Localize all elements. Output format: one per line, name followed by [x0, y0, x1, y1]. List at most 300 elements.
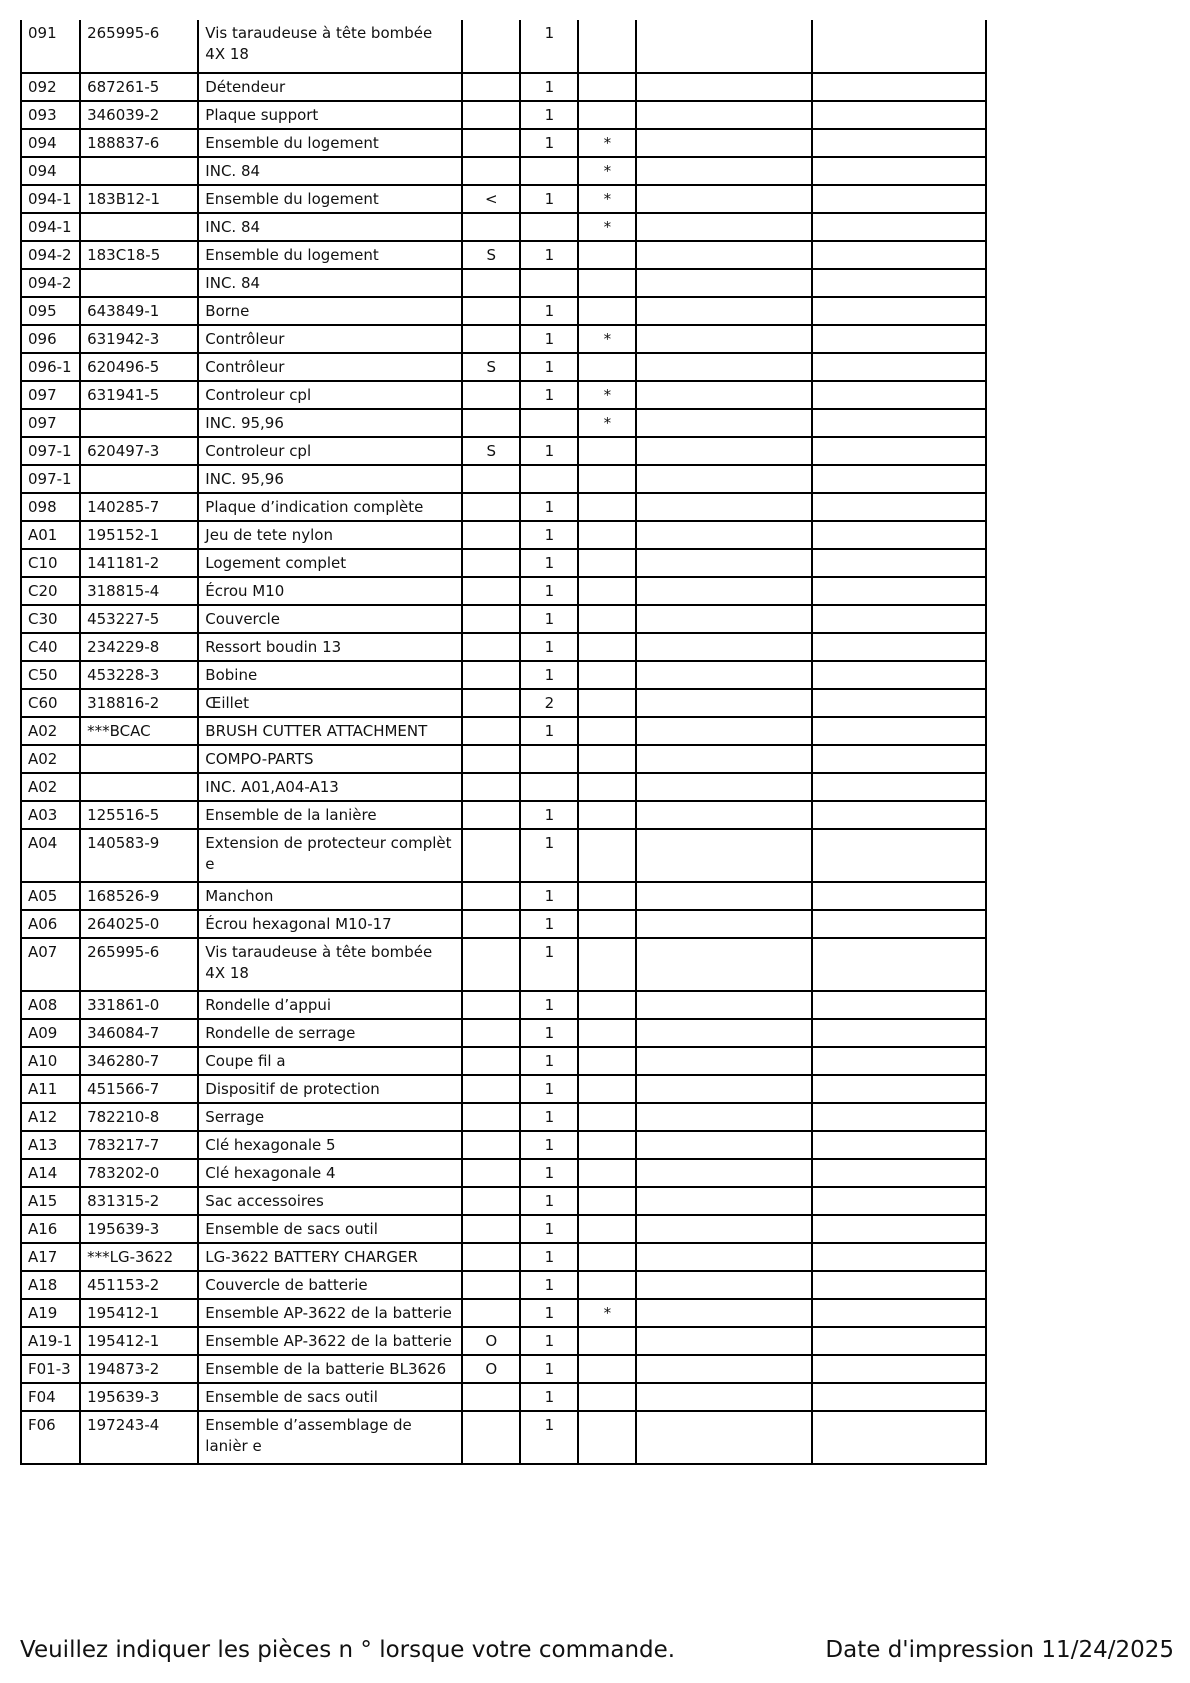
cell-quantity: 1	[520, 1271, 578, 1299]
cell-note: O	[462, 1355, 520, 1383]
cell-ref-number: 094	[21, 129, 80, 157]
cell-ref-number: 097	[21, 381, 80, 409]
cell-empty	[812, 353, 986, 381]
cell-note: O	[462, 1327, 520, 1355]
cell-empty	[812, 1075, 986, 1103]
cell-ref-number: 096	[21, 325, 80, 353]
cell-description: Contrôleur	[198, 325, 462, 353]
table-row	[21, 325, 986, 353]
cell-description: Logement complet	[198, 549, 462, 577]
cell-note	[462, 661, 520, 689]
cell-marker: *	[578, 213, 636, 241]
cell-marker	[578, 661, 636, 689]
cell-part-number: 125516-5	[80, 801, 198, 829]
parts-table	[20, 20, 987, 1465]
cell-marker	[578, 493, 636, 521]
cell-note	[462, 882, 520, 910]
cell-empty	[812, 269, 986, 297]
cell-description: Ressort boudin 13	[198, 633, 462, 661]
cell-ref-number: C60	[21, 689, 80, 717]
cell-empty	[812, 1299, 986, 1327]
cell-empty	[812, 1327, 986, 1355]
table-row	[21, 1215, 986, 1243]
cell-quantity: 1	[520, 801, 578, 829]
table-row	[21, 717, 986, 745]
cell-marker	[578, 938, 636, 991]
cell-part-number	[80, 213, 198, 241]
cell-quantity: 1	[520, 493, 578, 521]
cell-marker	[578, 465, 636, 493]
cell-part-number: 346084-7	[80, 1019, 198, 1047]
cell-ref-number: A19	[21, 1299, 80, 1327]
cell-empty	[636, 717, 811, 745]
cell-marker	[578, 437, 636, 465]
cell-quantity: 1	[520, 1355, 578, 1383]
cell-empty	[812, 689, 986, 717]
table-row	[21, 73, 986, 101]
cell-description: INC. 95,96	[198, 409, 462, 437]
cell-marker: *	[578, 409, 636, 437]
cell-quantity: 1	[520, 1215, 578, 1243]
cell-part-number: 643849-1	[80, 297, 198, 325]
cell-marker	[578, 1047, 636, 1075]
cell-marker	[578, 577, 636, 605]
cell-note	[462, 465, 520, 493]
cell-empty	[812, 1411, 986, 1464]
cell-part-number	[80, 773, 198, 801]
table-row	[21, 381, 986, 409]
cell-part-number: 453228-3	[80, 661, 198, 689]
cell-empty	[812, 549, 986, 577]
cell-ref-number: 098	[21, 493, 80, 521]
cell-note	[462, 73, 520, 101]
cell-ref-number: C40	[21, 633, 80, 661]
cell-empty	[636, 1103, 811, 1131]
cell-description: Clé hexagonale 5	[198, 1131, 462, 1159]
cell-part-number: 168526-9	[80, 882, 198, 910]
cell-empty	[636, 633, 811, 661]
cell-description: Manchon	[198, 882, 462, 910]
cell-empty	[812, 521, 986, 549]
cell-empty	[812, 661, 986, 689]
cell-note	[462, 1299, 520, 1327]
cell-empty	[636, 773, 811, 801]
cell-note	[462, 269, 520, 297]
cell-marker	[578, 605, 636, 633]
cell-empty	[636, 801, 811, 829]
cell-note	[462, 1159, 520, 1187]
cell-empty	[636, 129, 811, 157]
cell-empty	[812, 577, 986, 605]
cell-quantity: 1	[520, 20, 578, 73]
cell-marker	[578, 73, 636, 101]
cell-ref-number: A19-1	[21, 1327, 80, 1355]
cell-note	[462, 325, 520, 353]
cell-description: Écrou hexagonal M10-17	[198, 910, 462, 938]
cell-part-number	[80, 157, 198, 185]
cell-marker: *	[578, 381, 636, 409]
cell-marker	[578, 991, 636, 1019]
footer-order-note: Veuillez indiquer les pièces n ° lorsque votre commande.	[20, 1637, 676, 1663]
cell-description: INC. 95,96	[198, 465, 462, 493]
cell-empty	[812, 1131, 986, 1159]
cell-description: INC. 84	[198, 157, 462, 185]
cell-empty	[812, 101, 986, 129]
cell-empty	[636, 409, 811, 437]
cell-empty	[812, 1103, 986, 1131]
cell-part-number	[80, 465, 198, 493]
cell-empty	[812, 185, 986, 213]
cell-part-number: 687261-5	[80, 73, 198, 101]
cell-empty	[636, 1047, 811, 1075]
cell-empty	[812, 801, 986, 829]
cell-ref-number: 097	[21, 409, 80, 437]
cell-quantity: 1	[520, 910, 578, 938]
table-row	[21, 521, 986, 549]
cell-marker	[578, 1243, 636, 1271]
cell-empty	[812, 213, 986, 241]
cell-empty	[636, 1299, 811, 1327]
cell-part-number	[80, 409, 198, 437]
cell-description: Plaque support	[198, 101, 462, 129]
cell-description: INC. A01,A04-A13	[198, 773, 462, 801]
cell-note	[462, 910, 520, 938]
cell-empty	[812, 773, 986, 801]
cell-note	[462, 605, 520, 633]
cell-marker: *	[578, 157, 636, 185]
cell-marker: *	[578, 1299, 636, 1327]
cell-marker	[578, 1355, 636, 1383]
cell-empty	[636, 549, 811, 577]
cell-part-number: 195152-1	[80, 521, 198, 549]
cell-note: S	[462, 353, 520, 381]
cell-quantity: 1	[520, 73, 578, 101]
cell-description: Ensemble du logement	[198, 185, 462, 213]
cell-quantity: 1	[520, 185, 578, 213]
cell-part-number: 453227-5	[80, 605, 198, 633]
cell-description: Œillet	[198, 689, 462, 717]
cell-note	[462, 745, 520, 773]
cell-empty	[636, 185, 811, 213]
table-row	[21, 882, 986, 910]
cell-empty	[812, 437, 986, 465]
cell-ref-number: A02	[21, 773, 80, 801]
cell-marker	[578, 829, 636, 882]
cell-marker	[578, 1103, 636, 1131]
cell-quantity: 1	[520, 325, 578, 353]
cell-marker	[578, 882, 636, 910]
cell-ref-number: A16	[21, 1215, 80, 1243]
cell-marker	[578, 20, 636, 73]
cell-marker	[578, 101, 636, 129]
cell-empty	[636, 521, 811, 549]
cell-marker	[578, 801, 636, 829]
cell-marker	[578, 241, 636, 269]
cell-part-number: 451153-2	[80, 1271, 198, 1299]
cell-note	[462, 1103, 520, 1131]
cell-note: S	[462, 241, 520, 269]
cell-empty	[636, 882, 811, 910]
cell-empty	[636, 269, 811, 297]
cell-note	[462, 717, 520, 745]
cell-quantity: 1	[520, 297, 578, 325]
cell-part-number: 188837-6	[80, 129, 198, 157]
cell-empty	[636, 381, 811, 409]
cell-empty	[812, 73, 986, 101]
table-row	[21, 493, 986, 521]
parts-table-body	[21, 20, 986, 1464]
cell-description: Dispositif de protection	[198, 1075, 462, 1103]
cell-note	[462, 129, 520, 157]
cell-part-number: 141181-2	[80, 549, 198, 577]
cell-ref-number: 097-1	[21, 465, 80, 493]
table-row	[21, 101, 986, 129]
cell-note	[462, 297, 520, 325]
table-row	[21, 241, 986, 269]
cell-ref-number: A10	[21, 1047, 80, 1075]
cell-description: Vis taraudeuse à tête bombée 4X 18	[198, 938, 462, 991]
cell-empty	[636, 829, 811, 882]
cell-description: Vis taraudeuse à tête bombée 4X 18	[198, 20, 462, 73]
cell-ref-number: F04	[21, 1383, 80, 1411]
cell-quantity: 1	[520, 1327, 578, 1355]
cell-part-number	[80, 745, 198, 773]
cell-empty	[636, 1271, 811, 1299]
table-row	[21, 938, 986, 991]
cell-note	[462, 829, 520, 882]
cell-quantity: 1	[520, 521, 578, 549]
cell-ref-number: A07	[21, 938, 80, 991]
cell-marker	[578, 1075, 636, 1103]
cell-part-number: 195412-1	[80, 1299, 198, 1327]
table-row	[21, 1383, 986, 1411]
cell-description: Rondelle d’appui	[198, 991, 462, 1019]
cell-empty	[636, 493, 811, 521]
cell-part-number: 620497-3	[80, 437, 198, 465]
cell-part-number: 346039-2	[80, 101, 198, 129]
cell-part-number: 631942-3	[80, 325, 198, 353]
cell-description: Rondelle de serrage	[198, 1019, 462, 1047]
cell-empty	[812, 1159, 986, 1187]
cell-quantity: 1	[520, 1019, 578, 1047]
table-row	[21, 1243, 986, 1271]
cell-part-number: 831315-2	[80, 1187, 198, 1215]
cell-quantity	[520, 409, 578, 437]
cell-empty	[812, 829, 986, 882]
cell-description: Ensemble de la lanière	[198, 801, 462, 829]
cell-description: Controleur cpl	[198, 437, 462, 465]
table-row	[21, 129, 986, 157]
cell-marker	[578, 689, 636, 717]
table-row	[21, 549, 986, 577]
cell-empty	[636, 213, 811, 241]
cell-empty	[812, 493, 986, 521]
cell-note	[462, 633, 520, 661]
table-row	[21, 185, 986, 213]
cell-note	[462, 549, 520, 577]
cell-ref-number: A13	[21, 1131, 80, 1159]
cell-marker: *	[578, 185, 636, 213]
cell-empty	[636, 605, 811, 633]
cell-quantity: 1	[520, 1075, 578, 1103]
cell-empty	[636, 577, 811, 605]
cell-ref-number: F06	[21, 1411, 80, 1464]
cell-empty	[812, 1047, 986, 1075]
cell-ref-number: A01	[21, 521, 80, 549]
cell-part-number: 318816-2	[80, 689, 198, 717]
cell-description: Ensemble d’assemblage de lanièr e	[198, 1411, 462, 1464]
cell-ref-number: 094-1	[21, 185, 80, 213]
cell-note	[462, 773, 520, 801]
cell-empty	[812, 20, 986, 73]
cell-ref-number: C10	[21, 549, 80, 577]
cell-note	[462, 689, 520, 717]
cell-empty	[812, 409, 986, 437]
cell-part-number: 265995-6	[80, 20, 198, 73]
cell-empty	[636, 465, 811, 493]
cell-empty	[812, 938, 986, 991]
cell-quantity: 1	[520, 1187, 578, 1215]
table-row	[21, 213, 986, 241]
cell-ref-number: 091	[21, 20, 80, 73]
cell-description: Clé hexagonale 4	[198, 1159, 462, 1187]
cell-description: Ensemble AP-3622 de la batterie	[198, 1327, 462, 1355]
cell-part-number: 331861-0	[80, 991, 198, 1019]
cell-note	[462, 157, 520, 185]
cell-part-number: 451566-7	[80, 1075, 198, 1103]
cell-empty	[636, 661, 811, 689]
table-row	[21, 20, 986, 73]
table-row	[21, 1299, 986, 1327]
cell-quantity	[520, 745, 578, 773]
cell-empty	[812, 1383, 986, 1411]
cell-empty	[636, 745, 811, 773]
cell-ref-number: C20	[21, 577, 80, 605]
cell-ref-number: A02	[21, 745, 80, 773]
footer-print-date: Date d'impression 11/24/2025	[825, 1637, 1174, 1663]
cell-part-number: 783202-0	[80, 1159, 198, 1187]
cell-part-number: 195639-3	[80, 1215, 198, 1243]
cell-ref-number: 093	[21, 101, 80, 129]
cell-note: <	[462, 185, 520, 213]
table-row	[21, 353, 986, 381]
cell-ref-number: 094-1	[21, 213, 80, 241]
table-row	[21, 1327, 986, 1355]
table-row	[21, 1103, 986, 1131]
table-row	[21, 269, 986, 297]
cell-note	[462, 1131, 520, 1159]
cell-quantity: 1	[520, 353, 578, 381]
cell-description: Ensemble de la batterie BL3626	[198, 1355, 462, 1383]
cell-quantity: 1	[520, 1131, 578, 1159]
cell-ref-number: 096-1	[21, 353, 80, 381]
cell-quantity: 1	[520, 829, 578, 882]
cell-ref-number: A09	[21, 1019, 80, 1047]
cell-empty	[636, 1019, 811, 1047]
cell-empty	[636, 938, 811, 991]
cell-part-number: ***BCAC	[80, 717, 198, 745]
table-row	[21, 829, 986, 882]
cell-empty	[812, 325, 986, 353]
table-row	[21, 773, 986, 801]
cell-empty	[812, 1243, 986, 1271]
cell-description: BRUSH CUTTER ATTACHMENT	[198, 717, 462, 745]
table-row	[21, 991, 986, 1019]
cell-empty	[636, 1243, 811, 1271]
cell-description: Serrage	[198, 1103, 462, 1131]
cell-ref-number: A15	[21, 1187, 80, 1215]
cell-quantity	[520, 269, 578, 297]
cell-description: Extension de protecteur complèt e	[198, 829, 462, 882]
cell-empty	[812, 381, 986, 409]
cell-ref-number: A11	[21, 1075, 80, 1103]
cell-description: Couvercle de batterie	[198, 1271, 462, 1299]
cell-description: Détendeur	[198, 73, 462, 101]
cell-empty	[636, 1187, 811, 1215]
table-row	[21, 577, 986, 605]
cell-marker	[578, 297, 636, 325]
cell-note	[462, 521, 520, 549]
cell-note	[462, 1047, 520, 1075]
cell-part-number: 194873-2	[80, 1355, 198, 1383]
cell-quantity	[520, 465, 578, 493]
table-row	[21, 661, 986, 689]
cell-description: COMPO-PARTS	[198, 745, 462, 773]
cell-marker	[578, 717, 636, 745]
cell-empty	[812, 882, 986, 910]
cell-marker: *	[578, 325, 636, 353]
cell-note	[462, 1019, 520, 1047]
cell-empty	[812, 297, 986, 325]
cell-part-number: 197243-4	[80, 1411, 198, 1464]
cell-quantity: 1	[520, 991, 578, 1019]
table-row	[21, 297, 986, 325]
cell-quantity: 1	[520, 661, 578, 689]
cell-ref-number: 097-1	[21, 437, 80, 465]
cell-ref-number: 094	[21, 157, 80, 185]
cell-note	[462, 938, 520, 991]
table-row	[21, 605, 986, 633]
cell-description: INC. 84	[198, 213, 462, 241]
cell-part-number: 782210-8	[80, 1103, 198, 1131]
cell-marker	[578, 1159, 636, 1187]
cell-ref-number: A03	[21, 801, 80, 829]
cell-empty	[636, 689, 811, 717]
cell-quantity	[520, 213, 578, 241]
cell-empty	[636, 1383, 811, 1411]
cell-description: Plaque d’indication complète	[198, 493, 462, 521]
cell-empty	[636, 1411, 811, 1464]
cell-part-number: 631941-5	[80, 381, 198, 409]
cell-note	[462, 381, 520, 409]
cell-quantity: 1	[520, 381, 578, 409]
cell-marker: *	[578, 129, 636, 157]
cell-note	[462, 493, 520, 521]
cell-empty	[636, 353, 811, 381]
cell-marker	[578, 633, 636, 661]
cell-ref-number: 094-2	[21, 241, 80, 269]
cell-quantity: 1	[520, 633, 578, 661]
cell-ref-number: A08	[21, 991, 80, 1019]
cell-description: Ensemble du logement	[198, 241, 462, 269]
cell-quantity: 1	[520, 1411, 578, 1464]
table-row	[21, 1411, 986, 1464]
cell-marker	[578, 1383, 636, 1411]
cell-quantity: 1	[520, 1047, 578, 1075]
cell-ref-number: A17	[21, 1243, 80, 1271]
table-row	[21, 1131, 986, 1159]
cell-marker	[578, 1411, 636, 1464]
